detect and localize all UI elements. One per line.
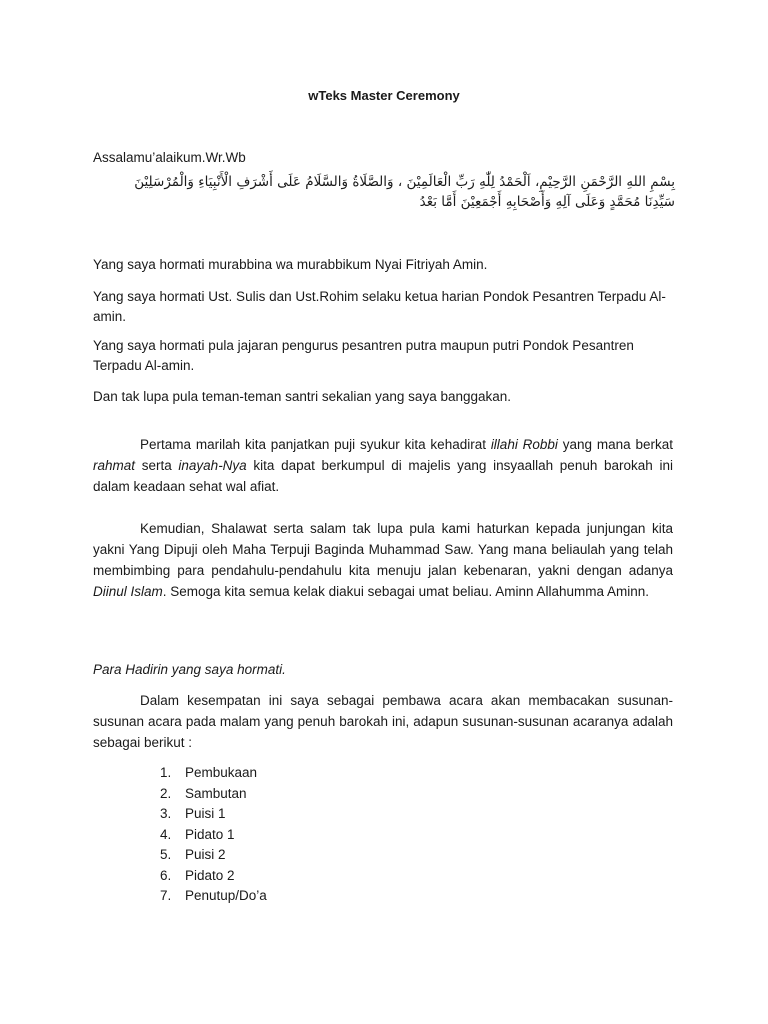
paragraph-agenda-intro: Dalam kesempatan ini saya sebagai pembawa acara akan membacakan susunan-susunan acara pada malam yang penuh barokah ini, adapun susunan-susunan acaranya adalah sebagai berikut : — [93, 693, 673, 750]
paragraph-shalawat: Kemudian, Shalawat serta salam tak lupa pula kami haturkan kepada junjungan kita yakni Yang Dipuji oleh Maha Terpuji Baginda Muhammad Saw. Yang mana beliaulah yang telah membimbing para pendahulu-pendahulu kita menuju jalan kebenaran, yakni dengan adanya Diinul Islam. Semoga kita semua kelak diakui sebagai umat beliau. Aminn Allahumma Aminn. — [93, 521, 673, 599]
greeting-4: Dan tak lupa pula teman-teman santri sekalian yang saya banggakan. — [93, 389, 512, 404]
list-item: 5. Puisi 2 — [160, 847, 226, 862]
greeting-1: Yang saya hormati murabbina wa murabbikum Nyai Fitriyah Amin. — [93, 257, 488, 272]
paragraph-praise: Pertama marilah kita panjatkan puji syukur kita kehadirat illahi Robbi yang mana berkat rahmat serta inayah-Nya kita dapat berkumpul di majelis yang insyaallah penuh barokah ini dalam keadaan sehat wal afiat. — [93, 437, 673, 494]
salam-line: Assalamu’alaikum.Wr.Wb — [93, 150, 246, 165]
list-item: 2. Sambutan — [160, 785, 247, 801]
list-item: 3. Puisi 1 — [160, 806, 226, 821]
hadirin-heading: Para Hadirin yang saya hormati. — [93, 662, 286, 677]
document-title: wTeks Master Ceremony — [308, 88, 460, 103]
list-item: 6. Pidato 2 — [160, 867, 235, 883]
list-item: 4. Pidato 1 — [160, 826, 235, 842]
greeting-2: Yang saya hormati Ust. Sulis dan Ust.Rohim selaku ketua harian Pondok Pesantren Terpadu Al-amin. — [93, 289, 666, 324]
list-item: 7. Penutup/Do’a — [160, 888, 267, 903]
agenda-list — [160, 763, 267, 907]
greeting-3: Yang saya hormati pula jajaran pengurus pesantren putra maupun putri Pondok Pesantren Terpadu Al-amin. — [93, 338, 634, 373]
arabic-opening: بِسْمِ اللهِ الرَّحْمَنِ الرَّحِيْمِ، اَلْحَمْدُ لِلّٰهِ رَبِّ الْعَالَمِيْنَ ، وَالصَّلَاةُ وَالسَّلَامُ عَلَى أَشْرَفِ الْأَنْبِيَاءِ وَالْمُرْسَلِيْنَ سَيِّدِنَا مُحَمَّدٍ وَعَلَى آلِهِ وَأَصْحَابِهِ أَجْمَعِيْنَ أَمَّا بَعْدُ — [134, 174, 675, 210]
list-item: 1. Pembukaan — [160, 765, 258, 780]
